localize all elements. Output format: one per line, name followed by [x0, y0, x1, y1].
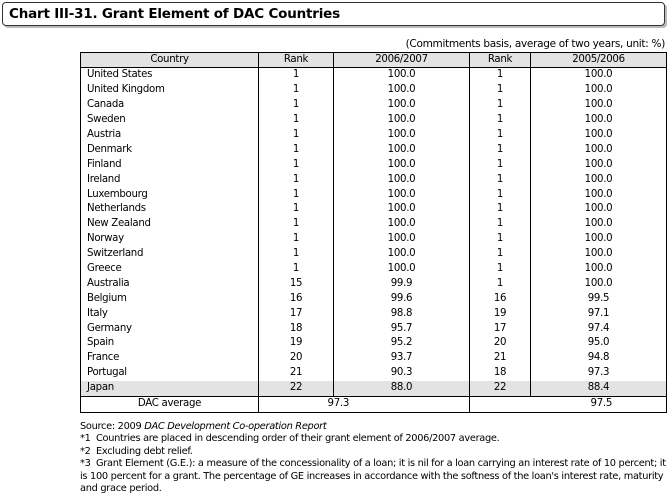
cell-value-2006-2007: 100.0: [334, 232, 470, 247]
table-row: [81, 306, 667, 321]
cell-value-2005-2006: 100.0: [531, 113, 667, 128]
source-prefix: Source: 2009: [80, 421, 145, 432]
table-row: [81, 202, 667, 217]
table-row: [81, 128, 667, 143]
cell-value-2005-2006: 100.0: [531, 202, 667, 217]
cell-country: Luxembourg: [81, 187, 259, 202]
cell-value-2006-2007: 100.0: [334, 202, 470, 217]
cell-value-2005-2006: 88.4: [531, 381, 667, 396]
table-row: [81, 232, 667, 247]
cell-value-2006-2007: 100.0: [334, 128, 470, 143]
table-row: [81, 83, 667, 98]
cell-country: Japan: [81, 381, 259, 396]
cell-value-2006-2007: 100.0: [334, 98, 470, 113]
table-row: [81, 157, 667, 172]
cell-country: Ireland: [81, 172, 259, 187]
cell-value-2006-2007: 100.0: [334, 262, 470, 277]
cell-country: Canada: [81, 98, 259, 113]
cell-country: Norway: [81, 232, 259, 247]
cell-rank-2005-2006: 22: [470, 381, 531, 396]
cell-rank-2005-2006: 1: [470, 247, 531, 262]
cell-rank-2006-2007: 20: [259, 351, 334, 366]
cell-rank-2005-2006: 1: [470, 142, 531, 157]
cell-country: Netherlands: [81, 202, 259, 217]
cell-rank-2005-2006: 1: [470, 68, 531, 83]
cell-value-2006-2007: 90.3: [334, 366, 470, 381]
units-note: (Commitments basis, average of two years, unit: %): [405, 38, 665, 50]
cell-value-2005-2006: 97.1: [531, 306, 667, 321]
cell-country: Portugal: [81, 366, 259, 381]
cell-rank-2006-2007: 15: [259, 276, 334, 291]
cell-country: United States: [81, 68, 259, 83]
cell-rank-2006-2007: 1: [259, 113, 334, 128]
cell-value-2006-2007: 100.0: [334, 113, 470, 128]
table-header-row: [81, 53, 667, 68]
cell-country: Spain: [81, 336, 259, 351]
cell-country: Denmark: [81, 142, 259, 157]
cell-value-2005-2006: 100.0: [531, 83, 667, 98]
table-row: [81, 276, 667, 291]
grant-element-table: [80, 52, 667, 413]
cell-value-2006-2007: 95.7: [334, 321, 470, 336]
footnote-item: [80, 446, 668, 458]
dac-average-v2: 97.5: [470, 396, 667, 412]
cell-value-2005-2006: 100.0: [531, 68, 667, 83]
cell-value-2005-2006: 97.3: [531, 366, 667, 381]
cell-value-2005-2006: 100.0: [531, 187, 667, 202]
cell-rank-2006-2007: 1: [259, 217, 334, 232]
cell-rank-2006-2007: 1: [259, 262, 334, 277]
cell-value-2006-2007: 100.0: [334, 142, 470, 157]
cell-country: Greece: [81, 262, 259, 277]
header-2005-2006: 2005/2006: [531, 53, 667, 68]
footnote-text: Grant Element (G.E.): a measure of the concessionality of a loan; it is nil for a loan carrying an interest rate of 10 percent; it is 100 percent for a grant. The percentage of GE increases in accordance with the softness of the loan's interest rate, maturity and grace period.: [80, 458, 666, 495]
dac-average-v1: 97.3: [259, 396, 470, 412]
cell-country: Switzerland: [81, 247, 259, 262]
table-row: [81, 98, 667, 113]
cell-country: Belgium: [81, 291, 259, 306]
cell-rank-2006-2007: 1: [259, 128, 334, 143]
cell-rank-2005-2006: 1: [470, 157, 531, 172]
cell-rank-2005-2006: 1: [470, 202, 531, 217]
cell-value-2006-2007: 99.6: [334, 291, 470, 306]
table-row: [81, 68, 667, 83]
cell-value-2005-2006: 100.0: [531, 232, 667, 247]
cell-value-2005-2006: 100.0: [531, 142, 667, 157]
cell-rank-2006-2007: 1: [259, 83, 334, 98]
cell-country: Sweden: [81, 113, 259, 128]
cell-rank-2005-2006: 18: [470, 366, 531, 381]
cell-rank-2005-2006: 21: [470, 351, 531, 366]
source-line: [80, 421, 668, 433]
cell-value-2005-2006: 100.0: [531, 172, 667, 187]
cell-rank-2006-2007: 1: [259, 172, 334, 187]
source-title: DAC Development Co-operation Report: [144, 421, 327, 432]
cell-rank-2005-2006: 1: [470, 262, 531, 277]
chart-title-box: [2, 2, 665, 26]
cell-country: Australia: [81, 276, 259, 291]
footnote-text: Excluding debt relief.: [96, 445, 193, 457]
table-row: [81, 172, 667, 187]
footnote-mark: *3: [80, 458, 91, 470]
cell-rank-2005-2006: 16: [470, 291, 531, 306]
cell-value-2005-2006: 100.0: [531, 276, 667, 291]
cell-value-2006-2007: 99.9: [334, 276, 470, 291]
dac-average-label: DAC average: [81, 396, 259, 412]
cell-value-2006-2007: 100.0: [334, 187, 470, 202]
header-rank-2006-2007: Rank: [259, 53, 334, 68]
cell-value-2006-2007: 88.0: [334, 381, 470, 396]
cell-country: New Zealand: [81, 217, 259, 232]
table-row: [81, 321, 667, 336]
cell-value-2006-2007: 100.0: [334, 247, 470, 262]
cell-rank-2006-2007: 1: [259, 232, 334, 247]
cell-rank-2006-2007: 18: [259, 321, 334, 336]
cell-value-2005-2006: 100.0: [531, 98, 667, 113]
cell-rank-2006-2007: 1: [259, 187, 334, 202]
table-row: [81, 366, 667, 381]
chart-title: Chart III-31. Grant Element of DAC Countries: [9, 6, 340, 22]
cell-country: Italy: [81, 306, 259, 321]
cell-value-2006-2007: 93.7: [334, 351, 470, 366]
cell-rank-2006-2007: 1: [259, 142, 334, 157]
table-row: [81, 142, 667, 157]
cell-value-2006-2007: 100.0: [334, 172, 470, 187]
table-row: [81, 262, 667, 277]
footnote-item: [80, 433, 668, 445]
cell-country: France: [81, 351, 259, 366]
cell-rank-2005-2006: 19: [470, 306, 531, 321]
cell-value-2006-2007: 100.0: [334, 217, 470, 232]
table-row: [81, 291, 667, 306]
table-row: [81, 336, 667, 351]
cell-value-2006-2007: 98.8: [334, 306, 470, 321]
cell-rank-2006-2007: 22: [259, 381, 334, 396]
cell-rank-2005-2006: 1: [470, 98, 531, 113]
cell-rank-2005-2006: 1: [470, 172, 531, 187]
cell-rank-2006-2007: 1: [259, 68, 334, 83]
cell-rank-2005-2006: 1: [470, 232, 531, 247]
cell-value-2006-2007: 100.0: [334, 68, 470, 83]
cell-rank-2006-2007: 17: [259, 306, 334, 321]
cell-country: Finland: [81, 157, 259, 172]
cell-value-2005-2006: 97.4: [531, 321, 667, 336]
cell-rank-2005-2006: 1: [470, 187, 531, 202]
footnotes: [80, 421, 668, 495]
cell-rank-2006-2007: 1: [259, 202, 334, 217]
cell-value-2005-2006: 100.0: [531, 128, 667, 143]
cell-rank-2006-2007: 1: [259, 247, 334, 262]
cell-rank-2006-2007: 21: [259, 366, 334, 381]
table-row: [81, 381, 667, 396]
footnote-mark: *2: [80, 445, 91, 457]
cell-value-2005-2006: 95.0: [531, 336, 667, 351]
cell-country: Germany: [81, 321, 259, 336]
cell-value-2006-2007: 100.0: [334, 157, 470, 172]
cell-rank-2006-2007: 16: [259, 291, 334, 306]
header-rank-2005-2006: Rank: [470, 53, 531, 68]
cell-rank-2006-2007: 1: [259, 157, 334, 172]
cell-rank-2006-2007: 19: [259, 336, 334, 351]
cell-value-2006-2007: 95.2: [334, 336, 470, 351]
cell-rank-2005-2006: 1: [470, 128, 531, 143]
cell-rank-2005-2006: 1: [470, 217, 531, 232]
cell-value-2005-2006: 100.0: [531, 262, 667, 277]
cell-value-2005-2006: 94.8: [531, 351, 667, 366]
header-2006-2007: 2006/2007: [334, 53, 470, 68]
cell-rank-2005-2006: 17: [470, 321, 531, 336]
cell-rank-2005-2006: 1: [470, 276, 531, 291]
cell-country: United Kingdom: [81, 83, 259, 98]
table-row: [81, 113, 667, 128]
footnote-text: Countries are placed in descending order of their grant element of 2006/2007 average.: [96, 433, 500, 445]
cell-rank-2006-2007: 1: [259, 98, 334, 113]
cell-value-2005-2006: 99.5: [531, 291, 667, 306]
table-row: [81, 247, 667, 262]
cell-rank-2005-2006: 20: [470, 336, 531, 351]
cell-value-2005-2006: 100.0: [531, 247, 667, 262]
header-country: Country: [81, 53, 259, 68]
cell-value-2005-2006: 100.0: [531, 157, 667, 172]
cell-value-2005-2006: 100.0: [531, 217, 667, 232]
table-row: [81, 217, 667, 232]
cell-rank-2005-2006: 1: [470, 83, 531, 98]
footnote-item: [80, 458, 668, 495]
cell-value-2006-2007: 100.0: [334, 83, 470, 98]
footnote-mark: *1: [80, 433, 91, 445]
table-row: [81, 187, 667, 202]
dac-average-row: [81, 396, 667, 412]
cell-country: Austria: [81, 128, 259, 143]
cell-rank-2005-2006: 1: [470, 113, 531, 128]
table-row: [81, 351, 667, 366]
